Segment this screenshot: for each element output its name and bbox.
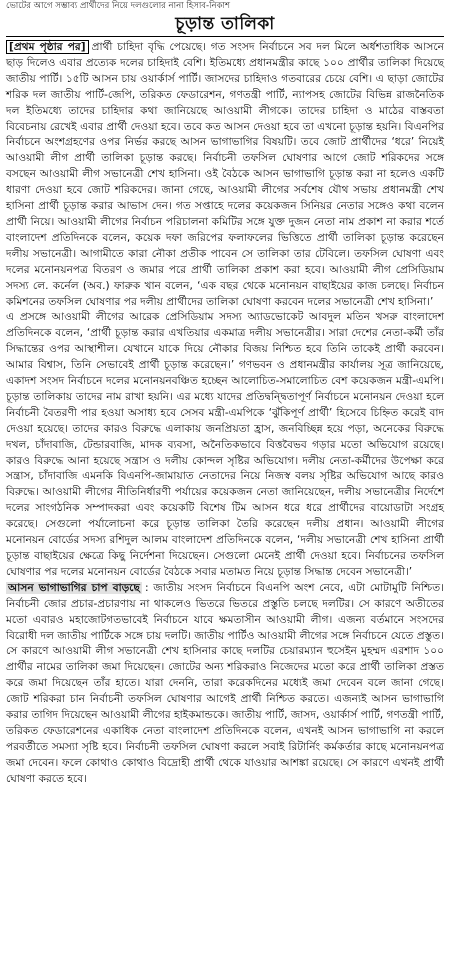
section-subheading: আসন ভাগাভাগির চাপ বাড়ছে [8,581,140,594]
article-paragraph-3 [6,581,444,788]
paragraph-3-text: : জাতীয় সংসদ নির্বাচনে বিএনপি অংশ নেবে, এটা মোটামুটি নিশ্চিত। নির্বাচনী জোর প্রচার-প্রচারণায় না থাকলেও ভিতরে ভিতরে প্রস্তুতি চলছে দলটির। সে কারণে অতীতের মতো এবারও মহাজোটগতভাবেই নির্বাচনে যাবে ক্ষমতাসীন আওয়ামী লীগ। এজন্য বর্তমানে সংসদের বিরোধী দল জাতীয় পার্টিকে সঙ্গে চায় দলটি। জাতীয় পার্টিও আওয়ামী লীগের সঙ্গে নির্বাচনে যেতে প্রস্তুত। সে কারণে আওয়ামী লীগ সভানেত্রী শেখ হাসিনার কাছে দলটির চেয়ারম্যান হুসেইন মুহম্মদ এরশাদ ১০০ প্রার্থীর নামের তালিকা জমা দিয়েছেন। জোটের অন্য শরিকরাও নিজেদের মতো করে প্রার্থী তালিকা প্রস্তত করে জমা দিয়েছেন তাঁর হাতে। যারা দেননি, তারা করেকদিনের মধ্যেই জমা দেবেন বলে জানা গেছে। জোট শরিকরা চান নির্বাচনী তফসিল ঘোষণার আগেই প্রার্থী নিশ্চিত করতে। এজন্যই আসন ভাগাভাগি করার তাগিদ দিয়েছেন আওয়ামী লীগের হাইকমান্ডকে। জাতীয় পার্টি, জাসদ, ওয়ার্কার্স পার্টি, গণতন্ত্রী পার্টি, তরিকত ফেডারেশনের একাধিক নেতা বাংলাদেশ প্রতিদিনকে বলেন, এখনই আসন ভাগাভাগি না করলে পরবর্তীতে সমস্যা সৃষ্টি হবে। নির্বাচনী তফসিল ঘোষণা করলে সবাই রিটার্নিং কর্মকর্তার কাছে মনোনয়নপত্র জমা দেবেন। ফলে কোথাও কোথাও বিদ্রোহী প্রার্থী থেকে যাওয়ার আশঙ্কা রয়েছে। সে কারণে এখনই প্রার্থী ঘোষণা করতে হবে। [6,581,444,785]
article-paragraph-2: এ প্রসঙ্গে আওয়ামী লীগের আরেক প্রেসিডিয়াম সদস্য অ্যাডভোকেট আবদুল মতিন খসরু বাংলাদেশ প্রতিদিনকে বলেন, ‘প্রার্থী চূড়ান্ত করার এখতিয়ার একমাত্র দলীয় সভানেত্রীর। সারা দেশের নেতা-কর্মী তাঁর সিদ্ধান্তের ওপর আস্থাশীল। যেখানে যাকে দিয়ে নৌকার বিজয় নিশ্চিত হবে তিনি তাকেই প্রার্থী করবেন। আমার বিশ্বাস, তিনি সেভাবেই প্রার্থী চূড়ান্ত করেছেন।’ গণভবন ও প্রধানমন্ত্রীর কার্যালয় সূত্র জানিয়েছে, একাদশ সংসদ নির্বাচনে দলের মনোনয়নবঞ্চিত হচ্ছেন আলোচিত-সমালোচিত বেশ কয়েকজন মন্ত্রী-এমপি। চূড়ান্ত তালিকায় তাদের নাম রাখা হয়নি। এর মধ্যে যাদের প্রতিদ্বন্দ্বিতাপূর্ণ নির্বাচনে মনোনয়ন দেওয়া হলে নির্বাচনী বৈতরণী পার হওয়া অসাধ্য হবে সেসব মন্ত্রী-এমপিকে ‘ঝুঁকিপূর্ণ প্রার্থী’ হিসেবে চিহ্নিত করেই বাদ দেওয়া হয়েছে। তাদের কারও বিরুদ্ধে এলাকায় জনপ্রিয়তা হ্রাস, জনবিচ্ছিন্ন হয়ে পড়া, অনেকের বিরুদ্ধে দখল, চাঁদাবাজি, টেন্ডারবাজি, মাদক ব্যবসা, অনৈতিকভাবে বিত্তবৈভব গড়ার মতো অভিযোগ রয়েছে। কারও বিরুদ্ধে আনা হয়েছে সন্ত্রাস ও দলীয় কোন্দল সৃষ্টির অভিযোগ। দলীয় নেতা-কর্মীদের উপেক্ষা করে সন্ত্রাস, চাঁদাবাজি এমনকি বিএনপি-জামায়াত নেতাদের নিয়ে নিজস্ব বলয় সৃষ্টির অভিযোগ আছে কারও বিরুদ্ধে। আওয়ামী লীগের নীতিনির্ধারণী পর্যায়ের কয়েকজন নেতা জানিয়েছেন, দলীয় সভানেত্রীর নির্দেশে দলের সাংগঠনিক সম্পাদকরা এবং কয়েকটি বিশেষ টিম আসন ধরে ধরে প্রার্থীদের বায়োডাটা সংগ্রহ করেছে। সেগুলো পর্যালোচনা করে চূড়ান্ত তালিকা তৈরি করেছেন দলীয় প্রধান। আওয়ামী লীগের মনোনয়ন বোর্ডের সদস্য রশিদুল আলম বাংলাদেশ প্রতিদিনকে বলেন, ‘দলীয় সভানেত্রী শেখ হাসিনা প্রার্থী চূড়ান্ত বাছাইয়ের ক্ষেত্রে কিছু নির্দেশনা দিয়েছেন। সেগুলো মেনেই প্রার্থী দেওয়া হবে। নির্বাচনের তফসিল ঘোষণার পর দলের মনোনয়ন বোর্ডের বৈঠকে সবার মতামত নিয়ে চূড়ান্ত সিদ্ধান্ত দেবেন সভানেত্রী।’ [6,311,444,578]
article-paragraph-1 [6,40,444,310]
previous-article-strip: ভোটের আগে সম্ভাব্য প্রার্থীদের নিয়ে দলগুলোর নানা হিসাব-নিকাশ [6,1,231,11]
paragraph-1-text: প্রার্থী চাহিদা বৃদ্ধি পেয়েছে। গত সংসদ নির্বাচনে সব দল মিলে অর্ধশতাধিক আসনে ছাড় দিলেও এবার প্রত্যেক দলের চাহিদাই বেশি। ইতিমধ্যে প্রধানমন্ত্রীর কাছে ১০০ প্রার্থীর তালিকা দিয়েছে জাতীয় পার্টি। ১৫টি আসন চায় ওয়ার্কার্স পার্টি। জাসদের চাহিদাও গতবারের চেয়ে বেশি। এ ছাড়া জোটের শরিক দল জাতীয় পার্টি-জেপি, তরিকত ফেডারেশন, গণতন্ত্রী পার্টি, ন্যাপসহ জোটের বিভিন্ন রাজনৈতিক দল ইতিমধ্যে তাদের চাহিদার কথা জানিয়েছে আওয়ামী লীগকে। তাদের চাহিদা ও মাঠের বাস্তবতা বিবেচনায় রেখেই এবার প্রার্থী দেওয়া হবে। তবে কত আসন দেওয়া হবে তা এখনো চূড়ান্ত হয়নি। বিএনপির নির্বাচনে অংশগ্রহণের ওপর নির্ভর করছে আসন ভাগাভাগির বিষয়টি। তবে জোট প্রার্থীদের ‘ধরে’ নিয়েই আওয়ামী লীগ প্রার্থী তালিকা চূড়ান্ত করছে। নির্বাচনী তফসিল ঘোষণার আগে জোট শরিকদের সঙ্গে বসছেন আওয়ামী লীগ সভানেত্রী শেখ হাসিনা। ওই বৈঠকে আসন ভাগাভাগি চূড়ান্ত করা না হলেও একটি ধারণা দেওয়া হবে জোট শরিকদের। জানা গেছে, আওয়ামী লীগের সর্বশেষ যৌথ সভায় প্রধানমন্ত্রী শেখ হাসিনা প্রার্থী চূড়ান্ত করার আভাস দেন। গত সপ্তাহে দলের কয়েকজন সিনিয়র নেতার সঙ্গেও কথা বলেন প্রার্থী নিয়ে। আওয়ামী লীগের নির্বাচন পরিচালনা কমিটির সঙ্গে যুক্ত দুজন নেতা নাম প্রকাশ না করার শর্তে বাংলাদেশ প্রতিদিনকে বলেন, কয়েক দফা জরিপের ফলাফলের ভিত্তিতে প্রার্থী তালিকা চূড়ান্ত করেছেন দলীয় সভানেত্রী। আগামীতে কারা নৌকা প্রতীক পাবেন সে তালিকা তার টেবিলে। তফসিল ঘোষণা এবং দলের মনোনয়নপত্র বিতরণ ও জমার পরে প্রার্থী তালিকা প্রকাশ করা হবে। আওয়ামী লীগ প্রেসিডিয়াম সদস্য লে. কর্নেল (অব.) ফারুক খান বলেন, ‘এক বছর থেকে মনোনয়ন বাছাইয়ের কাজ চলছে। নির্বাচন কমিশনের তফসিল ঘোষণার পর দলীয় প্রার্থীদের তালিকা ঘোষণা করবেন দলের সভানেত্রী শেখ হাসিনা।’ [6,41,444,308]
continuation-label: [প্রথম পৃষ্ঠার পর] [6,40,89,54]
article-title: চূড়ান্ত তালিকা [6,12,444,37]
